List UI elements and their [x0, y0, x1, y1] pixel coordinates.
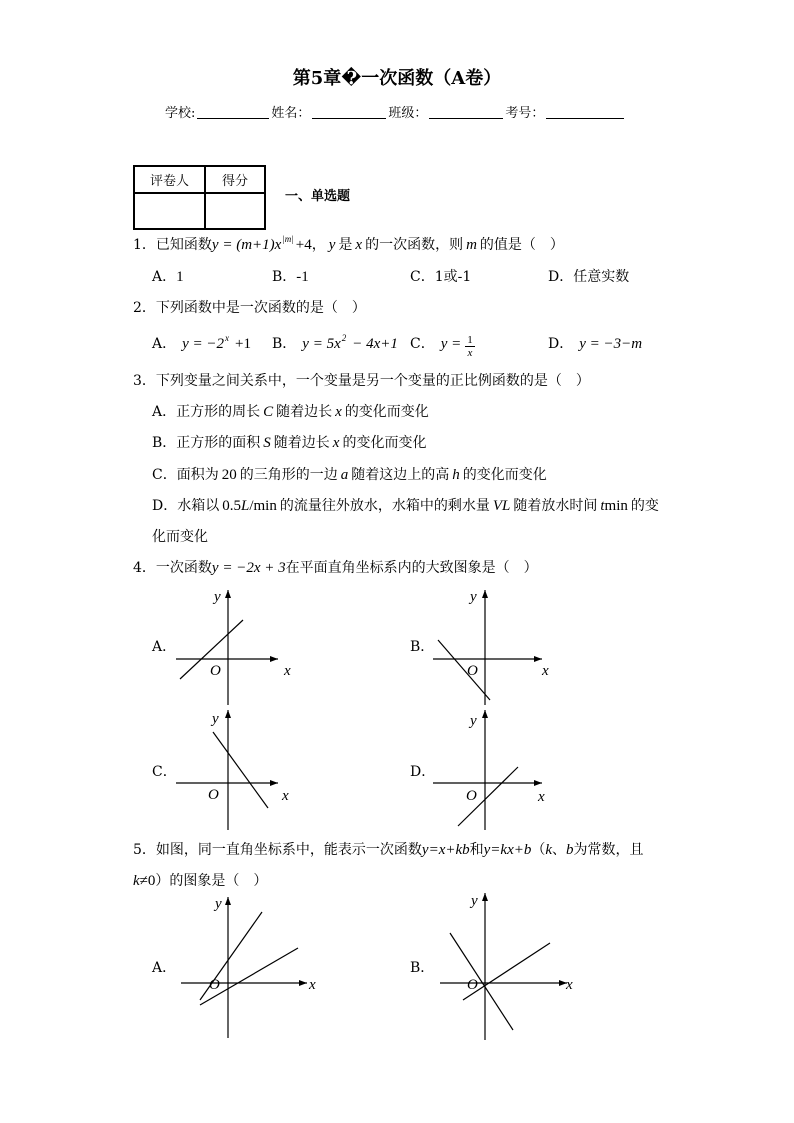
x-axis-arrow [534, 656, 542, 662]
question-3-option-d [152, 496, 659, 516]
stem-text: 、 [552, 842, 567, 858]
option-text: 的变 [630, 498, 659, 514]
x-axis-label: x [538, 789, 545, 805]
option-expression: y = [440, 336, 462, 352]
option-label: D． [548, 336, 574, 352]
fraction [465, 334, 475, 359]
option-text: 的变化而变化 [462, 467, 547, 483]
variable-c: C [263, 404, 274, 420]
score-cell [205, 193, 265, 229]
question-2-option-b [272, 334, 398, 355]
y-axis-label: y [215, 896, 222, 912]
option-label: D． [152, 498, 178, 514]
flow-rate-value: 0.5 [222, 498, 241, 514]
y-axis-label: y [212, 711, 219, 727]
option-text: 的三角形的一边 [239, 467, 338, 483]
unit-min: min [604, 498, 628, 514]
option-label: A． [152, 269, 177, 285]
name-label: 姓名： [271, 106, 311, 121]
option-text: -1 [296, 269, 309, 285]
stem-text: 已知函数 [155, 237, 212, 253]
function-expression-1: y=x+kb [421, 842, 470, 858]
grader-cell [134, 193, 205, 229]
question-1-option-a [152, 267, 184, 287]
origin-label: O [210, 663, 221, 679]
function-expression-2: y=kx+b [483, 842, 532, 858]
y-axis-arrow [482, 710, 488, 718]
question-2-option-d [548, 334, 642, 354]
question-5-option-a-label: A． [152, 960, 177, 976]
question-3-option-d-continuation: 化而变化 [152, 529, 208, 545]
question-4-option-b-label: B． [410, 639, 435, 655]
student-info-line [165, 102, 626, 124]
question-3-stem [133, 371, 590, 391]
score-table-blank-row [134, 193, 265, 229]
function-line [438, 640, 490, 700]
exponent: 2 [341, 333, 347, 343]
x-axis-label: x [309, 977, 316, 993]
origin-label: O [467, 977, 478, 993]
question-number: 2． [133, 300, 156, 316]
option-text: 任意实数 [573, 269, 630, 285]
option-text: 随着放水时间 [513, 498, 598, 514]
question-4-graph-c [170, 705, 300, 835]
x-axis-arrow [299, 980, 307, 986]
option-text: 随着边长 [276, 404, 333, 420]
y-axis-arrow [482, 590, 488, 598]
option-label: C． [410, 336, 435, 352]
exam-title: 第5章�一次函数（A卷） [292, 68, 502, 89]
question-4-graph-b [430, 585, 560, 710]
score-table [133, 165, 266, 230]
stem-text: 下列函数中是一次函数的是（ ） [155, 300, 366, 316]
stem-text: 在平面直角坐标系内的大致图象是（ ） [285, 560, 538, 576]
stem-text: 为常数，且 [573, 842, 644, 858]
question-2-stem [133, 298, 366, 318]
exponent: |m| [282, 234, 294, 244]
option-label: B． [272, 336, 297, 352]
x-axis-label: x [542, 663, 549, 679]
exam-number-label: 考号： [505, 106, 545, 121]
variable-h: h [452, 467, 460, 483]
x-axis-label: x [566, 977, 573, 993]
stem-text: 的一次函数，则 [365, 237, 464, 253]
variable-b: b [566, 842, 574, 858]
expression-tail: − 4x+1 [352, 336, 398, 352]
function-expression: y = −2x + 3 [211, 560, 286, 576]
stem-text: ）的图象是（ ） [155, 873, 268, 889]
y-axis-label: y [214, 589, 221, 605]
question-number: 5． [133, 842, 156, 858]
expression-tail: +1 [235, 336, 251, 352]
stem-text: 和 [469, 842, 484, 858]
question-5-graph-b [435, 885, 585, 1045]
option-label: B． [152, 435, 177, 451]
question-5-graph-a [175, 890, 325, 1042]
question-4-option-d-label: D． [410, 764, 436, 780]
fraction-numerator: 1 [467, 334, 473, 346]
variable-k: k [133, 873, 140, 889]
origin-label: O [208, 787, 219, 803]
stem-text: 一次函数 [155, 560, 212, 576]
function-line-1 [450, 933, 513, 1030]
question-2-option-a [152, 334, 251, 355]
variable-t: t [600, 498, 605, 514]
class-blank [429, 104, 503, 119]
class-label: 班级： [388, 106, 428, 121]
question-2-option-c [410, 334, 475, 359]
stem-text: 如图，同一直角坐标系中，能表示一次函数 [155, 842, 422, 858]
condition-not-zero: ≠0 [139, 873, 156, 889]
option-text: 的变化而变化 [342, 435, 427, 451]
y-axis-label: y [471, 893, 478, 909]
question-1-stem [133, 235, 564, 256]
option-label: D． [548, 269, 574, 285]
y-axis-arrow [225, 710, 231, 718]
x-axis-arrow [270, 656, 278, 662]
question-4-graph-a [170, 585, 300, 710]
variable-m: m [466, 237, 477, 253]
question-1-option-d [548, 267, 629, 287]
option-label: A． [152, 336, 177, 352]
question-5-stem [133, 840, 644, 860]
score-table-header-row [134, 166, 265, 193]
question-5-stem-line-2 [133, 871, 267, 891]
question-4-graph-d [430, 705, 560, 835]
option-label: C． [410, 269, 435, 285]
question-5-option-b-label: B． [410, 960, 435, 976]
question-number: 3． [133, 373, 156, 389]
option-text: 的流量往外放水，水箱中的剩水量 [279, 498, 490, 514]
origin-label: O [466, 788, 477, 804]
variable-x: x [335, 404, 342, 420]
question-number: 1． [133, 237, 156, 253]
question-number: 4． [133, 560, 156, 576]
stem-text: ， [311, 237, 326, 253]
y-axis-label: y [470, 713, 477, 729]
question-4-stem [133, 558, 538, 578]
option-label: C． [152, 467, 177, 483]
exponent: x [225, 333, 230, 343]
y-axis-arrow [482, 893, 488, 901]
option-text: 水箱以 [177, 498, 220, 514]
variable-a: a [340, 467, 349, 483]
variable-x: x [355, 237, 363, 253]
option-text: 1或-1 [434, 269, 472, 285]
option-text: 面积为 [176, 467, 219, 483]
section-title: 一、单选题 [285, 189, 351, 204]
school-label: 学校: [165, 106, 196, 121]
option-text: 正方形的周长 [176, 404, 261, 420]
y-axis-arrow [225, 590, 231, 598]
score-header: 得分 [205, 166, 265, 193]
fraction-denominator: x [467, 347, 473, 359]
option-text: 随着边长 [273, 435, 330, 451]
grader-header: 评卷人 [134, 166, 205, 193]
variable-s: S [263, 435, 271, 451]
option-text: 1 [176, 269, 184, 285]
function-line [213, 732, 268, 808]
stem-text: （ [531, 842, 546, 858]
stem-text: 下列变量之间关系中，一个变量是另一个变量的正比例函数的是（ ） [155, 373, 590, 389]
option-text: 正方形的面积 [176, 435, 261, 451]
variable-y: y [328, 237, 336, 253]
option-expression: y = −3−m [579, 336, 643, 352]
question-3-option-a [152, 402, 429, 422]
function-expression: y = (m+1)x [211, 237, 282, 253]
variable-vl: VL [492, 498, 511, 514]
number-20: 20 [221, 467, 237, 483]
origin-label: O [209, 977, 220, 993]
question-1-option-c [410, 267, 471, 287]
option-text: 的变化而变化 [344, 404, 429, 420]
x-axis-label: x [284, 663, 291, 679]
variable-x: x [332, 435, 340, 451]
option-expression: y = 5x [302, 336, 341, 352]
y-axis-label: y [470, 589, 477, 605]
exam-number-blank [546, 104, 624, 119]
question-4-option-c-label: C． [152, 764, 177, 780]
stem-text: 的值是（ ） [479, 237, 564, 253]
option-label: A． [152, 404, 177, 420]
expression-tail: +4 [295, 237, 312, 253]
option-expression: y = −2 [182, 336, 225, 352]
school-blank [197, 104, 269, 119]
origin-label: O [467, 663, 478, 679]
question-3-option-b [152, 433, 426, 453]
unit-l: L [240, 498, 250, 514]
variable-k: k [545, 842, 553, 858]
question-4-option-a-label: A． [152, 639, 177, 655]
option-label: B． [272, 269, 297, 285]
x-axis-arrow [270, 780, 278, 786]
name-blank [312, 104, 386, 119]
question-3-option-c [152, 465, 547, 485]
question-1-option-b [272, 267, 309, 287]
x-axis-label: x [282, 788, 289, 804]
x-axis-arrow [534, 780, 542, 786]
option-text: 随着这边上的高 [351, 467, 450, 483]
unit-per-min: /min [249, 498, 277, 514]
y-axis-arrow [225, 897, 231, 905]
stem-text: 是 [338, 237, 353, 253]
